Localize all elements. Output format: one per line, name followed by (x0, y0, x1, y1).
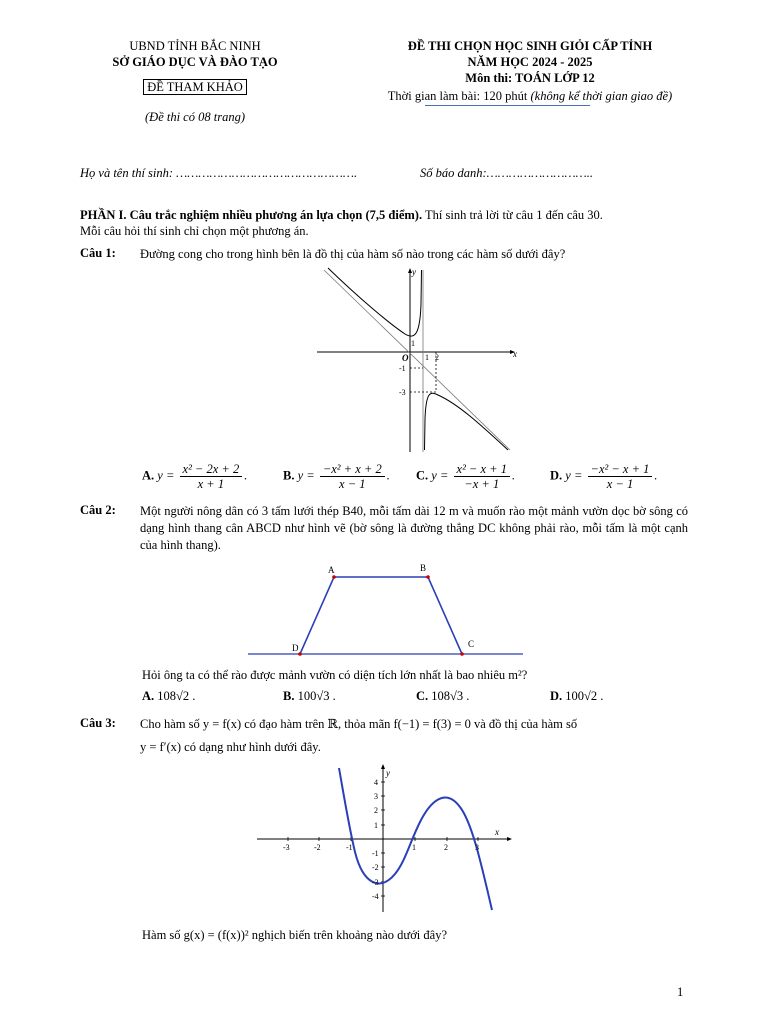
q3-ytick-m2: -2 (372, 863, 379, 872)
ref-label: ĐỀ THAM KHẢO (143, 79, 247, 95)
q2-option-a-letter: A. (142, 689, 155, 703)
part1-heading (80, 207, 688, 239)
q1-option-c-num: x² − x + 1 (454, 462, 510, 477)
underline-decoration (425, 105, 590, 106)
q3-xtick-m1: -1 (346, 843, 353, 852)
q1-option-d-den: x − 1 (606, 477, 634, 491)
q3-x-arrow (507, 837, 512, 841)
q2-option-b-value: 100√3 . (297, 689, 336, 703)
q2-trapezoid-figure (248, 560, 523, 660)
q1-option-c-den: −x + 1 (464, 477, 500, 491)
q1-option-b[interactable]: B. y = $\frac{\text{−x² + x + 2}}{x - 1}$ . (283, 462, 390, 491)
q2-label-b: B (420, 563, 427, 573)
q2-option-d[interactable] (550, 689, 603, 704)
q1-tick-m3: -3 (399, 388, 406, 397)
part1-title: PHẦN I. Câu trắc nghiệm nhiều phương án lựa chọn (7,5 điểm). (80, 208, 423, 222)
q3-x-label: x (495, 827, 499, 837)
q1-x-label: x (513, 349, 517, 359)
q2-trapezoid (300, 577, 462, 654)
q2-label: Câu 2: (80, 503, 116, 517)
q2-question: Hỏi ông ta có thể rào được mảnh vườn có diện tích lớn nhất là bao nhiêu m²? (142, 668, 528, 682)
header-right (330, 38, 730, 106)
q1-graph (310, 264, 520, 454)
q1-option-d-fraction (588, 462, 653, 491)
q3-xtick-1: 1 (412, 843, 416, 852)
q3-question: Hàm số g(x) = (f(x))² nghịch biến trên khoảng nào dưới đây? (142, 928, 447, 942)
q2-point-b (426, 575, 430, 579)
subject: Môn thi: TOÁN LỚP 12 (465, 71, 595, 85)
q2-option-b-letter: B. (283, 689, 295, 703)
q1-option-b-y: y = (297, 468, 315, 483)
q2-option-d-value: 100√2 . (565, 689, 604, 703)
part1-instruction: Thí sinh trả lời từ câu 1 đến câu 30. (422, 208, 603, 222)
q3-y-arrow (381, 764, 385, 769)
q1-option-c[interactable]: C. y = $\frac{\text{x² − x + 1}}{-x + 1}$ . (416, 462, 516, 491)
q1-option-a-fraction (180, 462, 243, 491)
q1-option-b-num: −x² + x + 2 (320, 462, 385, 477)
q3-xtick-m3: -3 (283, 843, 290, 852)
q3-xtick-2: 2 (444, 843, 448, 852)
q3-xtick-m2: -2 (314, 843, 321, 852)
q3-ytick-2: 2 (374, 806, 378, 815)
q2-option-c[interactable] (416, 689, 469, 704)
q1-option-d-num: −x² − x + 1 (588, 462, 653, 477)
q1-tick-y1: 1 (411, 339, 415, 348)
exam-title: ĐỀ THI CHỌN HỌC SINH GIỎI CẤP TỈNH (407, 39, 653, 53)
q2-point-d (298, 652, 302, 656)
q1-tick-1: 1 (425, 353, 429, 362)
q3-y-label: y (386, 768, 390, 778)
q1-option-a-y: y = (157, 468, 175, 483)
org-line2: SỞ GIÁO DỤC VÀ ĐÀO TẠO (112, 55, 278, 69)
q1-option-a-num: x² − 2x + 2 (180, 462, 243, 477)
q3-ytick-1: 1 (374, 821, 378, 830)
q3-ytick-4: 4 (374, 778, 378, 787)
q1-text: Đường cong cho trong hình bên là đồ thị của hàm số nào trong các hàm số dưới đây? (140, 247, 566, 261)
school-year: NĂM HỌC 2024 - 2025 (467, 55, 593, 69)
q1-curve-left (328, 268, 422, 336)
q1-option-b-fraction (320, 462, 385, 491)
q2-option-b[interactable] (283, 689, 336, 704)
q3-ytick-m3: -3 (372, 878, 379, 887)
q2-label-a: A (328, 565, 335, 575)
q1-tick-2: 2 (435, 353, 439, 362)
q3-text-line1: Cho hàm số y = f(x) có đạo hàm trên ℝ, thỏa mãn f(−1) = f(3) = 0 và đồ thị của hàm số (140, 717, 578, 731)
q2-label-c: C (468, 639, 475, 649)
q1-option-c-fraction (454, 462, 510, 491)
q1-option-d-letter: D. (550, 468, 563, 483)
pages-note: (Đề thi có 08 trang) (145, 110, 245, 124)
q3-text-line2: y = f′(x) có dạng như hình dưới đây. (140, 740, 321, 754)
q3-xtick-3: 3 (475, 843, 479, 852)
q3-label: Câu 3: (80, 716, 116, 730)
q1-option-a-letter: A. (142, 468, 155, 483)
candidate-id: Số báo danh:……………………….. (420, 166, 593, 180)
q3-ytick-m1: -1 (372, 849, 379, 858)
candidate-name: Họ và tên thí sinh: …………………………………………. (80, 166, 358, 180)
q2-label-d: D (292, 643, 299, 653)
q1-option-b-letter: B. (283, 468, 295, 483)
q1-option-c-letter: C. (416, 468, 429, 483)
q3-ytick-m4: -4 (372, 892, 379, 901)
q2-option-c-value: 108√3 . (431, 689, 470, 703)
q2-option-d-letter: D. (550, 689, 563, 703)
q2-option-a-value: 108√2 . (157, 689, 196, 703)
q1-option-c-y: y = (431, 468, 449, 483)
q2-point-a (332, 575, 336, 579)
q1-origin-label: O (402, 353, 409, 363)
q1-label: Câu 1: (80, 246, 116, 260)
q2-option-a[interactable] (142, 689, 195, 704)
q2-option-c-letter: C. (416, 689, 429, 703)
q1-y-label: y (412, 267, 416, 277)
q1-curve-right (425, 393, 509, 450)
q3-ytick-3: 3 (374, 792, 378, 801)
time-label: Thời gian làm bài: 120 phút (387, 89, 528, 103)
time-note: (không kể thời gian giao đề) (530, 89, 673, 103)
q1-option-d[interactable]: D. y = $\frac{\text{−x² − x + 1}}{x - 1}$ . (550, 462, 658, 491)
org-line1: UBND TỈNH BẮC NINH (129, 39, 261, 53)
part1-instruction-2: Mỗi câu hỏi thí sinh chỉ chọn một phương án. (80, 224, 309, 238)
header-left (80, 38, 310, 125)
q2-point-c (460, 652, 464, 656)
q2-text: Một người nông dân có 3 tấm lưới thép B40, mỗi tấm dài 12 m và muốn rào một mảnh vườn dọc bờ sông có dạng hình thang cân ABCD như hình vẽ (bờ sông là đường thẳng DC không phải rào, mỗi tấm là một cạnh của hình thang). (140, 504, 688, 552)
q1-option-a[interactable]: A. y = $\frac{\text{x² − 2x + 2}}{x + 1}$ . (142, 462, 248, 491)
q1-option-b-den: x − 1 (339, 477, 366, 491)
page-number: 1 (677, 985, 684, 999)
q3-graph (255, 762, 515, 914)
time-line (330, 88, 730, 104)
q1-tick-m1: -1 (399, 364, 406, 373)
q1-option-a-den: x + 1 (197, 477, 225, 491)
q1-option-d-y: y = (565, 468, 583, 483)
q1-asymptote-oblique (324, 270, 510, 450)
